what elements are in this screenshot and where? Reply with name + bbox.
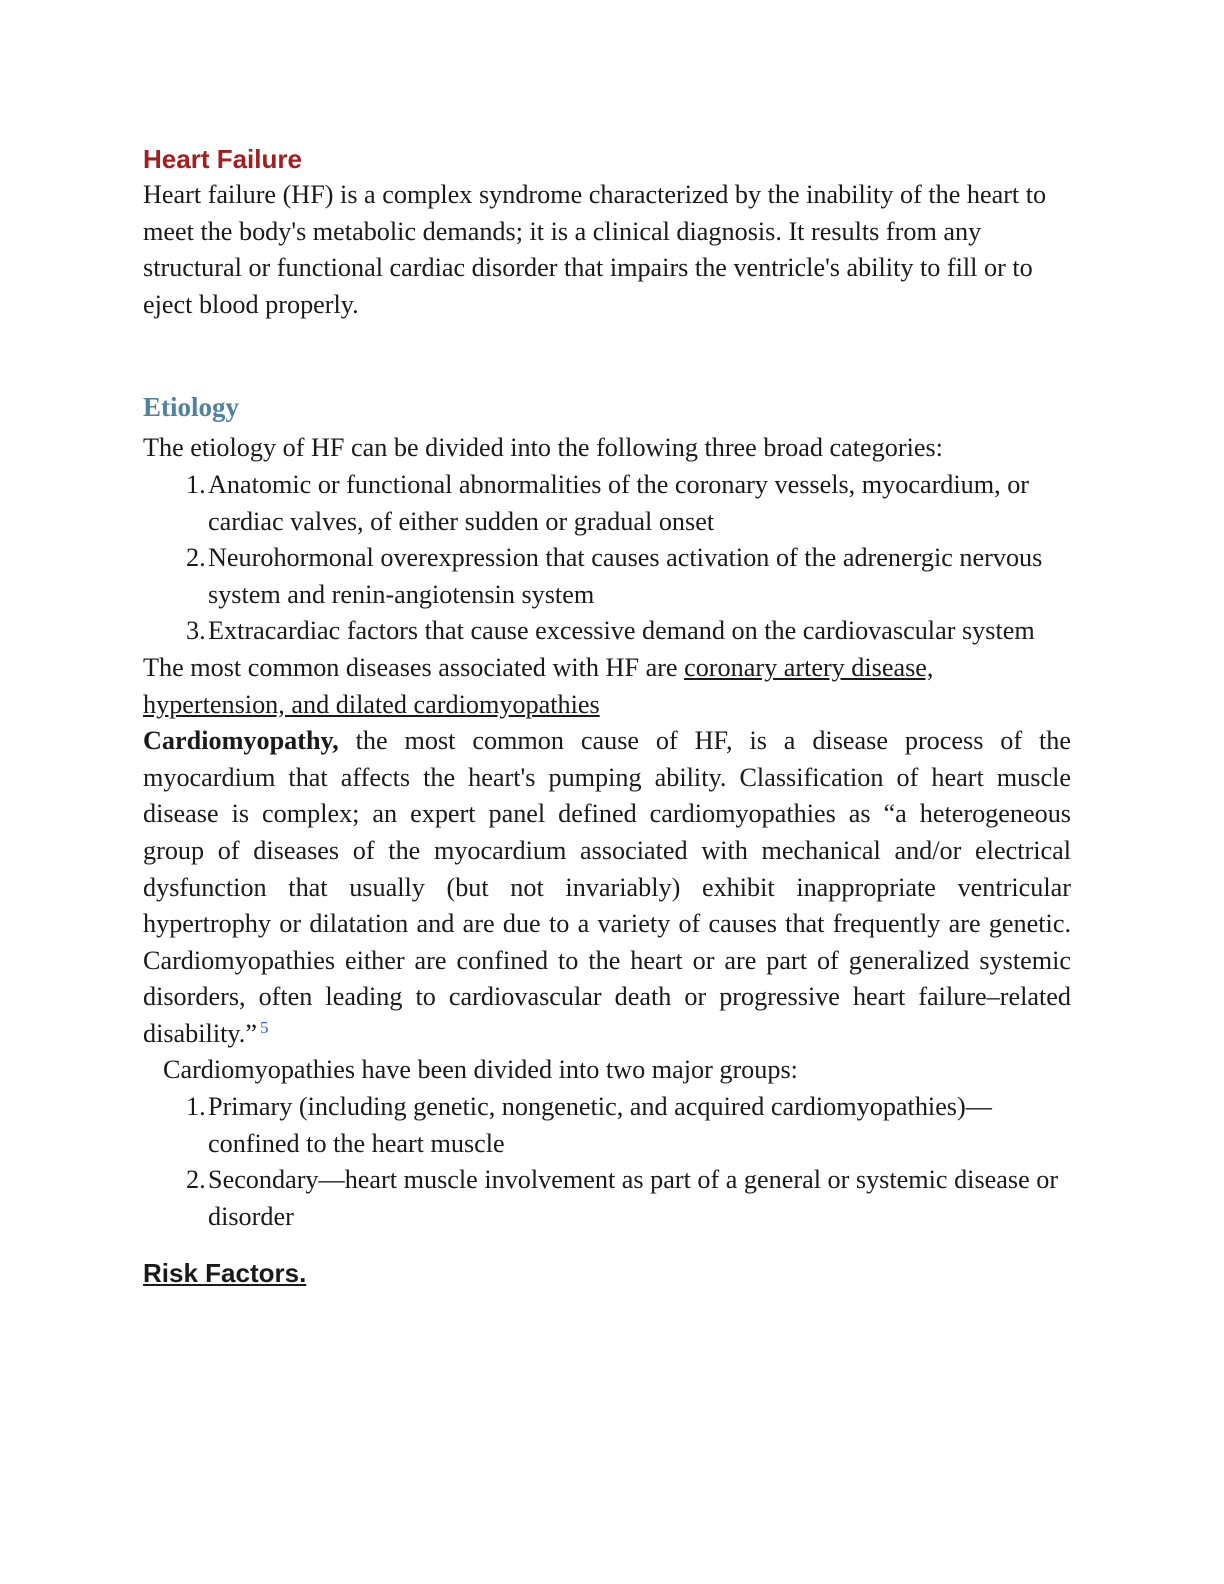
list-item: [143, 1089, 1071, 1162]
list-item-number: 2.: [186, 1165, 206, 1195]
cardiomyopathy-groups-intro: Cardiomyopathies have been divided into two major groups:: [163, 1055, 798, 1085]
list-item-number: 1.: [186, 1092, 206, 1122]
list-item: [143, 467, 1071, 540]
list-item: [143, 613, 1071, 650]
etiology-intro: The etiology of HF can be divided into the following three broad categories:: [143, 433, 943, 463]
section-spacer: [143, 323, 1071, 389]
list-item-text: Anatomic or functional abnormalities of the coronary vessels, myocardium, or cardiac valves, of either sudden or gradual onset: [208, 469, 1030, 536]
heart-failure-heading: Heart Failure: [143, 144, 302, 174]
list-item: [143, 1162, 1071, 1235]
document-page: [143, 141, 1071, 1291]
heart-failure-intro: Heart failure (HF) is a complex syndrome characterized by the inability of the heart to meet the body's metabolic demands; it is a clinical diagnosis. It results from any structural or functional cardiac disorder that impairs the ventricle's ability to fill or to eject blood properly.: [143, 180, 1047, 319]
list-item-text: Neurohormonal overexpression that causes activation of the adrenergic nervous system and renin-angiotensin system: [208, 543, 1043, 609]
cardiomyopathy-group-list: [143, 1089, 1071, 1235]
reference-superscript[interactable]: 5: [259, 1017, 269, 1037]
common-diseases-prefix: The most common diseases associated with HF are: [143, 652, 685, 682]
list-item-number: 3.: [186, 616, 206, 646]
cardiomyopathy-term: Cardiomyopathy,: [143, 726, 339, 756]
etiology-category-list: [143, 467, 1071, 650]
section-spacer: [143, 1235, 1071, 1255]
cardiomyopathy-text: the most common cause of HF, is a disease process of the myocardium that affects the heart's pumping ability. Classification of heart muscle disease is complex; an expert panel defined cardiomyopathies as “a heterogeneous group of diseases of the myocardium associated with mechanical and/or electrical dysfunction that usually (but not invariably) exhibit inappropriate ventricular hypertrophy or dilatation and are due to a variety of causes that frequently are genetic. Cardiomyopathies either are confined to the heart or are part of generalized systemic disorders, often leading to cardiovascular death or progressive heart failure–related disability.”: [143, 726, 1071, 1048]
list-item-text: Secondary—heart muscle involvement as part of a general or systemic disease or disorder: [208, 1165, 1059, 1231]
list-item-number: 1.: [186, 469, 206, 499]
list-item: [143, 540, 1071, 613]
list-item-number: 2.: [186, 543, 206, 573]
list-item-text: Primary (including genetic, nongenetic, and acquired cardiomyopathies)—confined to the heart muscle: [208, 1092, 992, 1158]
list-item-text: Extracardiac factors that cause excessive demand on the cardiovascular system: [208, 616, 1035, 646]
common-diseases-paragraph: [143, 650, 1071, 723]
etiology-heading: Etiology: [143, 392, 240, 423]
common-diseases-underlined: coronary artery disease, hypertension, and dilated cardiomyopathies: [143, 652, 934, 719]
risk-factors-heading: Risk Factors.: [143, 1258, 307, 1289]
cardiomyopathy-paragraph: [143, 723, 1071, 1052]
